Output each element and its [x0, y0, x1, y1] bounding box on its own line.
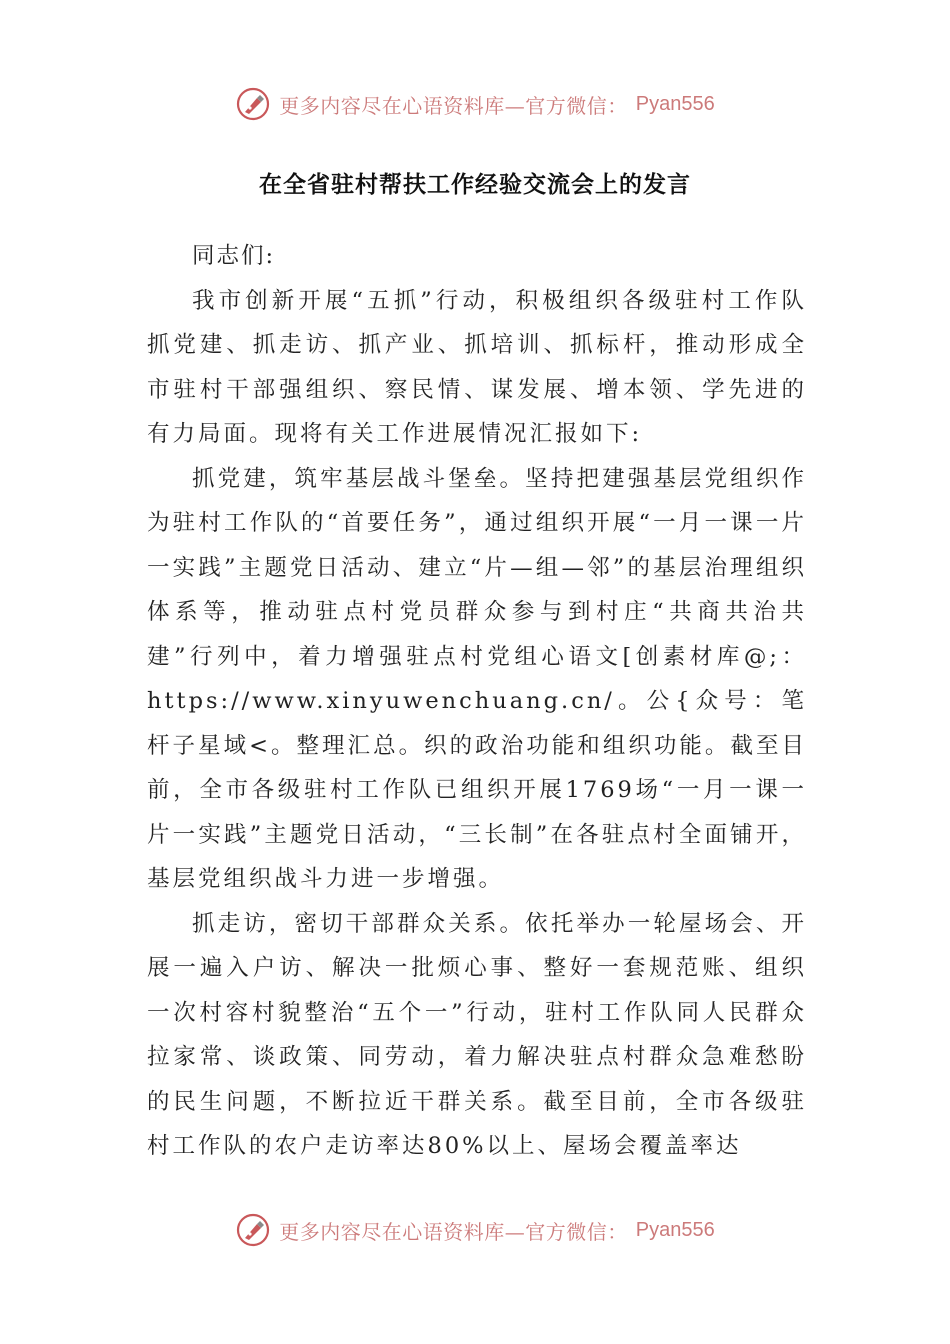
header-watermark	[0, 82, 950, 126]
footer-watermark	[0, 1208, 950, 1252]
pen-nib-logo-icon	[235, 1212, 271, 1248]
document-title: 在全省驻村帮扶工作经验交流会上的发言	[259, 172, 691, 198]
watermark-wechat-id: Pyan556	[635, 1218, 715, 1241]
body-paragraph: 我市创新开展“五抓”行动，积极组织各级驻村工作队抓党建、抓走访、抓产业、抓培训、抓标杆，推动形成全市驻村干部强组织、察民情、谋发展、增本领、学先进的有力局面。现将有关工作进展情况汇报如下:	[147, 287, 807, 447]
document-body	[147, 234, 807, 1169]
watermark-wechat-id: Pyan556	[635, 92, 715, 115]
body-paragraph: 抓党建，筑牢基层战斗堡垒。坚持把建强基层党组织作为驻村工作队的“首要任务”，通过组织开展“一月一课一片一实践”主题党日活动、建立“片—组—邻”的基层治理组织体系等，推动驻点村党员群众参与到村庄“共商共治共建”行列中，着力增强驻点村党组心语文[创素材库@;：https://www.xinyuwenchuang.cn/。公{众号：笔杆子星域<。整理汇总。织的政治功能和组织功能。截至目前，全市各级驻村工作队已组织开展1769场“一月一课一片一实践”主题党日活动，“三长制”在各驻点村全面铺开，基层党组织战斗力进一步增强。	[147, 465, 807, 892]
watermark-text: 更多内容尽在心语资料库—官方微信：	[279, 1219, 628, 1244]
body-paragraph: 抓走访，密切干部群众关系。依托举办一轮屋场会、开展一遍入户访、解决一批烦心事、整好一套规范账、组织一次村容村貌整治“五个一”行动，驻村工作队同人民群众拉家常、谈政策、同劳动，着力解决驻点村群众急难愁盼的民生问题，不断拉近干群关系。截至目前，全市各级驻村工作队的农户走访率达80%以上、屋场会覆盖率达	[147, 910, 807, 1159]
greeting: 同志们:	[192, 243, 276, 269]
pen-nib-logo-icon	[235, 86, 271, 122]
watermark-text: 更多内容尽在心语资料库—官方微信：	[279, 93, 628, 118]
